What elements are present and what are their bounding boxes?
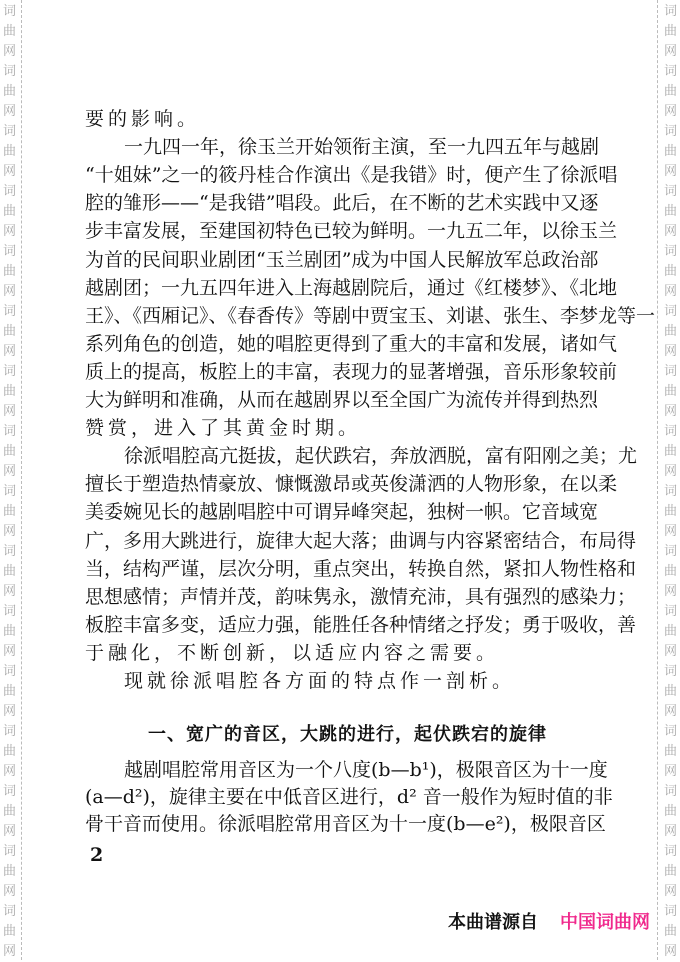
- section-heading: 一、宽广的音区，大跳的进行，起伏跌宕的旋律: [148, 724, 547, 745]
- text-line: 美委婉见长的越剧唱腔中可谓异峰突起，独树一帜。它音域宽: [85, 501, 599, 524]
- watermark-char: 网: [664, 464, 678, 479]
- footer-source-label: 本曲谱源自: [448, 912, 538, 933]
- text-line: 步丰富发展，至建国初特色已较为鲜明。一九五二年，以徐玉兰: [85, 220, 618, 243]
- watermark-char: 词: [664, 244, 678, 259]
- watermark-char: 网: [3, 704, 17, 719]
- watermark-char: 曲: [3, 624, 17, 639]
- watermark-char: 曲: [3, 84, 17, 99]
- watermark-char: 曲: [664, 684, 678, 699]
- watermark-char: 网: [664, 164, 678, 179]
- watermark-char: 词: [3, 484, 17, 499]
- footer-site-link[interactable]: 中国词曲网: [560, 912, 650, 933]
- watermark-char: 曲: [3, 684, 17, 699]
- watermark-char: 词: [664, 904, 678, 919]
- watermark-char: 曲: [664, 384, 678, 399]
- watermark-char: 曲: [664, 504, 678, 519]
- watermark-char: 曲: [664, 864, 678, 879]
- watermark-char: 词: [3, 64, 17, 79]
- text-line: 思想感情；声情并茂，韵味隽永，激情充沛，具有强烈的感染力；: [85, 585, 637, 608]
- watermark-char: 词: [664, 64, 678, 79]
- text-line: 越剧团；一九五四年进入上海越剧院后，通过《红楼梦》、《北地: [85, 276, 618, 299]
- watermark-char: 网: [664, 704, 678, 719]
- text-line: 系列角色的创造，她的唱腔更得到了重大的丰富和发展，诸如气: [85, 332, 618, 355]
- watermark-char: 词: [664, 664, 678, 679]
- watermark-char: 词: [3, 664, 17, 679]
- text-line: 大为鲜明和准确，从而在越剧界以至全国广为流传并得到热烈: [85, 389, 599, 411]
- watermark-char: 曲: [3, 264, 17, 279]
- watermark-char: 网: [3, 104, 17, 119]
- watermark-char: 词: [664, 124, 678, 139]
- text-line: (a—d²)，旋律主要在中低音区进行，d² 音一般作为短时值的非: [85, 785, 613, 808]
- watermark-char: 词: [664, 424, 678, 439]
- watermark-char: 曲: [664, 264, 678, 279]
- text-line: “十姐妹”之一的筱丹桂合作演出《是我错》时，便产生了徐派唱: [85, 164, 618, 187]
- watermark-char: 词: [3, 304, 17, 319]
- watermark-char: 网: [664, 284, 678, 299]
- text-line: 质上的提高，板腔上的丰富，表现力的显著增强，音乐形象较前: [85, 360, 618, 383]
- watermark-char: 网: [3, 164, 17, 179]
- watermark-char: 网: [3, 404, 17, 419]
- watermark-char: 网: [664, 944, 678, 959]
- text-line: 越剧唱腔常用音区为一个八度(b—b¹)，极限音区为十一度: [124, 759, 608, 781]
- watermark-char: 网: [3, 464, 17, 479]
- watermark-char: 曲: [3, 804, 17, 819]
- watermark-char: 词: [664, 544, 678, 559]
- watermark-char: 词: [3, 604, 17, 619]
- watermark-char: 网: [664, 404, 678, 419]
- watermark-char: 词: [3, 184, 17, 199]
- watermark-char: 曲: [3, 444, 17, 459]
- text-line: 擅长于塑造热情豪放、慷慨激昂或英俊潇洒的人物形象，在以柔: [85, 473, 618, 496]
- text-line: 为首的民间职业剧团“玉兰剧团”成为中国人民解放军总政治部: [85, 248, 599, 271]
- text-line: 广，多用大跳进行，旋律大起大落；曲调与内容紧密结合，布局得: [85, 529, 637, 552]
- watermark-char: 曲: [664, 204, 678, 219]
- text-line: 现就徐派唱腔各方面的特点作一剖析。: [124, 670, 516, 692]
- watermark-char: 词: [664, 724, 678, 739]
- watermark-char: 曲: [664, 24, 678, 39]
- watermark-char: 词: [3, 784, 17, 799]
- watermark-char: 曲: [664, 564, 678, 579]
- watermark-char: 曲: [664, 444, 678, 459]
- watermark-char: 词: [3, 424, 17, 439]
- watermark-char: 网: [3, 344, 17, 359]
- watermark-char: 词: [3, 544, 17, 559]
- text-line: 要的影响。: [85, 108, 201, 130]
- watermark-char: 词: [3, 904, 17, 919]
- watermark-char: 曲: [664, 804, 678, 819]
- watermark-char: 网: [664, 584, 678, 599]
- watermark-char: 词: [664, 844, 678, 859]
- watermark-char: 曲: [664, 924, 678, 939]
- watermark-char: 曲: [3, 924, 17, 939]
- watermark-char: 网: [3, 524, 17, 539]
- watermark-left: [3, 0, 21, 960]
- watermark-char: 词: [664, 784, 678, 799]
- margin-divider-left: [21, 0, 22, 960]
- watermark-char: 词: [664, 364, 678, 379]
- watermark-char: 词: [3, 4, 17, 19]
- watermark-char: 曲: [3, 204, 17, 219]
- watermark-char: 词: [3, 244, 17, 259]
- watermark-char: 网: [3, 224, 17, 239]
- watermark-char: 词: [664, 604, 678, 619]
- text-line: 腔的雏形——“是我错”唱段。此后，在不断的艺术实践中又逐: [85, 192, 599, 215]
- watermark-char: 曲: [664, 324, 678, 339]
- watermark-char: 曲: [3, 324, 17, 339]
- watermark-char: 网: [3, 944, 17, 959]
- watermark-char: 网: [3, 44, 17, 59]
- watermark-char: 网: [664, 824, 678, 839]
- watermark-char: 曲: [3, 24, 17, 39]
- text-line: 徐派唱腔高亢挺拔，起伏跌宕，奔放洒脱，富有阳刚之美；尤: [124, 445, 638, 468]
- watermark-char: 词: [664, 304, 678, 319]
- watermark-char: 网: [664, 524, 678, 539]
- watermark-char: 词: [3, 724, 17, 739]
- text-line: 当，结构严谨，层次分明，重点突出，转换自然，紧扣人物性格和: [85, 557, 637, 580]
- watermark-char: 曲: [3, 564, 17, 579]
- text-line: 赞赏，进入了其黄金时期。: [85, 417, 362, 440]
- watermark-char: 网: [3, 284, 17, 299]
- text-line: 一九四一年，徐玉兰开始领衔主演，至一九四五年与越剧: [124, 136, 600, 159]
- watermark-char: 网: [664, 764, 678, 779]
- watermark-char: 网: [664, 224, 678, 239]
- watermark-char: 网: [3, 884, 17, 899]
- watermark-char: 网: [3, 824, 17, 839]
- watermark-char: 曲: [664, 624, 678, 639]
- watermark-char: 曲: [3, 144, 17, 159]
- text-line: 骨干音而使用。徐派唱腔常用音区为十一度(b—e²)，极限音区: [85, 812, 606, 835]
- watermark-char: 网: [664, 44, 678, 59]
- watermark-char: 曲: [3, 864, 17, 879]
- watermark-char: 网: [3, 764, 17, 779]
- watermark-char: 曲: [3, 744, 17, 759]
- watermark-char: 词: [664, 184, 678, 199]
- watermark-char: 网: [664, 884, 678, 899]
- watermark-char: 网: [3, 644, 17, 659]
- watermark-char: 网: [664, 644, 678, 659]
- text-line: 王》、《西厢记》、《春香传》等剧中贾宝玉、刘谌、张生、李梦龙等一: [85, 304, 656, 327]
- watermark-char: 网: [664, 104, 678, 119]
- watermark-char: 词: [3, 124, 17, 139]
- watermark-right: [664, 0, 680, 960]
- watermark-char: 网: [3, 584, 17, 599]
- text-line: 板腔丰富多变，适应力强，能胜任各种情绪之抒发；勇于吸收，善: [85, 613, 637, 636]
- watermark-char: 曲: [664, 84, 678, 99]
- watermark-char: 网: [664, 344, 678, 359]
- text-line: 于融化，不断创新，以适应内容之需要。: [85, 641, 500, 664]
- watermark-char: 词: [664, 484, 678, 499]
- watermark-char: 词: [3, 844, 17, 859]
- margin-divider-right: [657, 0, 658, 960]
- watermark-char: 曲: [664, 144, 678, 159]
- watermark-char: 曲: [664, 744, 678, 759]
- watermark-char: 词: [664, 4, 678, 19]
- watermark-char: 曲: [3, 504, 17, 519]
- page-number: 2: [90, 844, 104, 866]
- watermark-char: 曲: [3, 384, 17, 399]
- watermark-char: 词: [3, 364, 17, 379]
